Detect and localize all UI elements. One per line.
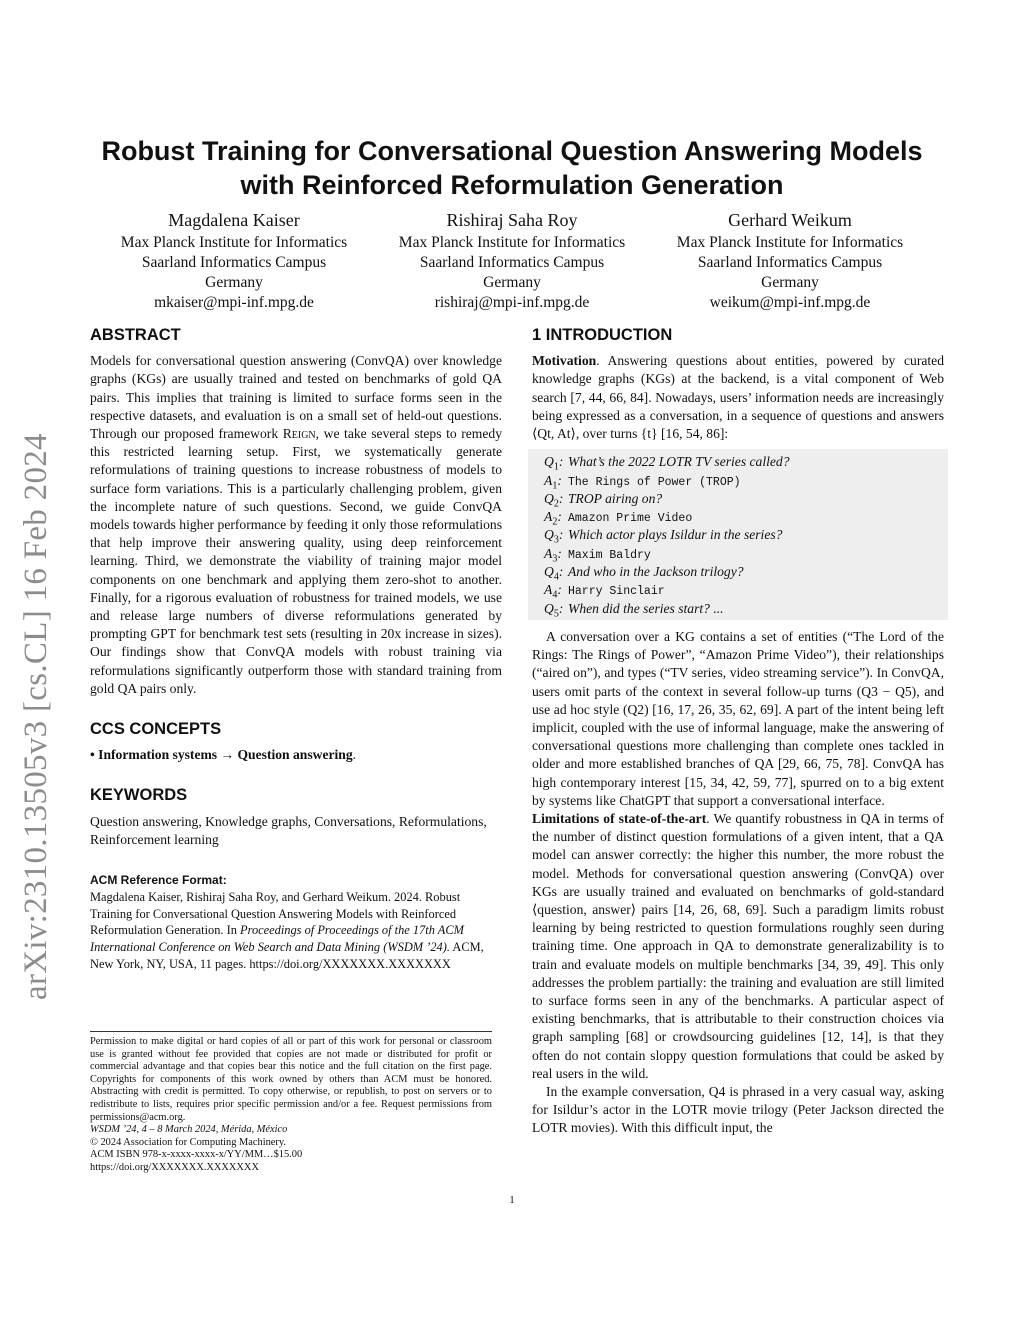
title-line-2: with Reinforced Reformulation Generation — [240, 170, 784, 200]
conversation-turn: $Q_3$: Which actor plays Isildur in the series? — [544, 527, 783, 547]
doi-link[interactable]: https://doi.org/XXXXXXX.XXXXXXX — [90, 1161, 259, 1173]
intro-paragraph-1: Motivation. Answering questions about entities, powered by curated knowledge graphs (KGs) at the backend, is a vital component of Web search [7, 44, 66, 84]. Nowadays, users’ information needs are increasingly being expressed as a conversation, in a sequence of questions and answers ⟨Qt, At⟩, over turns {t} [16, 54, 86]: — [532, 353, 944, 442]
author-email[interactable]: rishiraj@mpi-inf.mpg.de — [434, 294, 590, 311]
page-number: 1 — [509, 1194, 515, 1206]
permission-text: Permission to make digital or hard copies of all or part of this work for personal or classroom use is granted without fee provided that copies are not made or distributed for profit or commercial advantage and that copies bear this notice and the full citation on the first page. Copyrights for components of this work owned by others than ACM must be honored. Abstracting with credit is permitted. To copy otherwise, or republish, to post on servers or to redistribute to lists, requires prior specific permission and/or a fee. Request permissions from permissions@acm.org. — [90, 1036, 492, 1123]
conversation-turn: $A_4$: Harry Sinclair — [544, 582, 665, 602]
intro-paragraph-3: Limitations of state-of-the-art. We quantify robustness in QA in terms of the number of distinct question formulations of a given intent, that a QA model can answer correctly: the higher this number, the more robust the model. Methods for conversational question answering (ConvQA) over KGs are usually trained and evaluated on benchmarks of gold-standard ⟨question, answer⟩ pairs [14, 26, 68, 69]. Such a paradigm limits robust learning by being restricted to question formulations roughly seen during training time. One approach in QA to demonstrate generalizability is to train and evaluate models on multiple benchmarks [34, 39, 49]. This only addresses the problem partially: the training and evaluation are still limited to surface forms seen in any of the benchmarks. A particular aspect of existing benchmarks, that is attributable to their construction choices via graph sampling [68] or crowdsourcing guidelines [12, 14], is that they often do not contain sloppy question formulations that could be asked by real users in the wild. — [532, 810, 944, 1081]
arxiv-identifier: arXiv:2310.13505v3 [cs.CL] 16 Feb 2024 — [18, 433, 54, 1000]
conversation-turn: $Q_1$: What’s the 2022 LOTR TV series called? — [544, 454, 790, 473]
conference-info: WSDM ’24, 4 – 8 March 2024, Mérida, México — [90, 1124, 288, 1136]
conversation-turn: $Q_2$: TROP airing on? — [544, 490, 663, 510]
isbn-line: ACM ISBN 978-x-xxxx-xxxx-x/YY/MM…$15.00 — [90, 1149, 303, 1161]
paper-title — [60, 134, 964, 202]
author-name: Magdalena Kaiser — [168, 210, 300, 230]
author-name: Rishiraj Saha Roy — [446, 210, 578, 230]
ccs-heading: CCS CONCEPTS — [90, 720, 222, 739]
framework-name: Reign — [282, 426, 316, 442]
introduction-heading: 1 INTRODUCTION — [532, 326, 673, 344]
author-list — [100, 208, 924, 313]
author-country: Germany — [205, 274, 263, 291]
author-block — [656, 208, 924, 313]
author-affiliation: Max Planck Institute for Informatics — [120, 234, 348, 251]
author-email[interactable]: mkaiser@mpi-inf.mpg.de — [154, 294, 314, 311]
abstract-heading: ABSTRACT — [90, 326, 181, 344]
author-block — [100, 208, 368, 313]
title-line-1: Robust Training for Conversational Question Answering Models — [101, 136, 923, 166]
author-campus: Saarland Informatics Campus — [697, 254, 883, 271]
keywords-heading: KEYWORDS — [90, 786, 188, 805]
author-country: Germany — [483, 274, 541, 291]
conversation-turn: $Q_5$: When did the series start? ... — [544, 600, 724, 620]
conversation-turn: $A_1$: The Rings of Power (TROP) — [544, 472, 741, 492]
abstract-text: Models for conversational question answering (ConvQA) over knowledge graphs (KGs) are usually trained and tested on benchmarks of gold QA pairs. This implies that training is limited to surface forms seen in the respective datasets, and evaluation is on a small set of held-out questions. Through our proposed framework Reign, we take several steps to remedy this restricted learning setup. First, we systematically generate reformulations of training questions to increase robustness of models to surface form variations. This is a particularly challenging problem, given the incomplete nature of such questions. Second, we guide ConvQA models towards higher performance by feeding it only those reformulations that help improve their answering quality, using deep reinforcement learning. Third, we demonstrate the viability of training major model components on one benchmark and applying them zero-shot to another. Finally, for a rigorous evaluation of robustness for trained models, we use and release large numbers of diverse reformulations generated by prompting GPT for benchmark test sets (resulting in 20x increase in sizes). Our findings show that ConvQA models with robust training via reformulations significantly outperform those with standard training from gold QA pairs only. — [90, 353, 503, 696]
conversation-turn: $A_3$: Maxim Baldry — [544, 545, 651, 565]
acm-reference-heading: ACM Reference Format: — [90, 873, 227, 888]
right-column — [532, 322, 944, 1138]
conversation-turn: $A_2$: Amazon Prime Video — [544, 509, 693, 528]
example-conversation — [528, 449, 948, 620]
conversation-turn: $Q_4$: And who in the Jackson trilogy? — [544, 564, 744, 583]
author-country: Germany — [761, 274, 819, 291]
copyright-line: © 2024 Association for Computing Machinery. — [90, 1136, 286, 1148]
ccs-text: • Information systems → Question answering. — [90, 747, 357, 763]
author-block — [378, 208, 646, 313]
author-affiliation: Max Planck Institute for Informatics — [398, 234, 626, 251]
author-name: Gerhard Weikum — [728, 210, 852, 230]
author-campus: Saarland Informatics Campus — [141, 254, 327, 271]
author-campus: Saarland Informatics Campus — [419, 254, 605, 271]
acm-reference-text: Magdalena Kaiser, Rishiraj Saha Roy, and Gerhard Weikum. 2024. Robust Training for Conversational Question Answering Models with Reinforced Reformulation Generation. In Proceedings of Proceedings of the 17th ACM International Conference on Web Search and Data Mining (WSDM ’24). ACM, New York, NY, USA, 11 pages. https://doi.org/XXXXXXX.XXXXXXX — [90, 890, 484, 971]
author-affiliation: Max Planck Institute for Informatics — [676, 234, 904, 251]
author-email[interactable]: weikum@mpi-inf.mpg.de — [709, 294, 871, 311]
intro-paragraph-4: In the example conversation, Q4 is phrased in a very casual way, asking for Isildur’s actor in the LOTR movie trilogy (Peter Jackson directed the LOTR movies). With this difficult input, the — [532, 1083, 944, 1136]
permission-notice — [90, 1031, 492, 1175]
left-column — [90, 322, 502, 972]
keywords-text: Question answering, Knowledge graphs, Conversations, Reformulations, Reinforcement learning — [90, 813, 487, 847]
intro-paragraph-2: A conversation over a KG contains a set of entities (“The Lord of the Rings: The Rings of Power”, “Amazon Prime Video”), their relationships (“aired on”), and types (“TV series, video streaming service”). In ConvQA, users omit parts of the context in several follow-up turns (Q3 − Q5), and use ad hoc style (Q2) [16, 17, 26, 35, 62, 69]. A part of the intent being left implicit, coupled with the use of informal language, make the answering of conversational questions more challenging than complete ones tackled in older and more established branches of QA [29, 66, 75, 78]. ConvQA has high contemporary interest [15, 34, 42, 59, 77], spurred on to a big extent by systems like ChatGPT that support a conversational interface. — [532, 628, 944, 808]
